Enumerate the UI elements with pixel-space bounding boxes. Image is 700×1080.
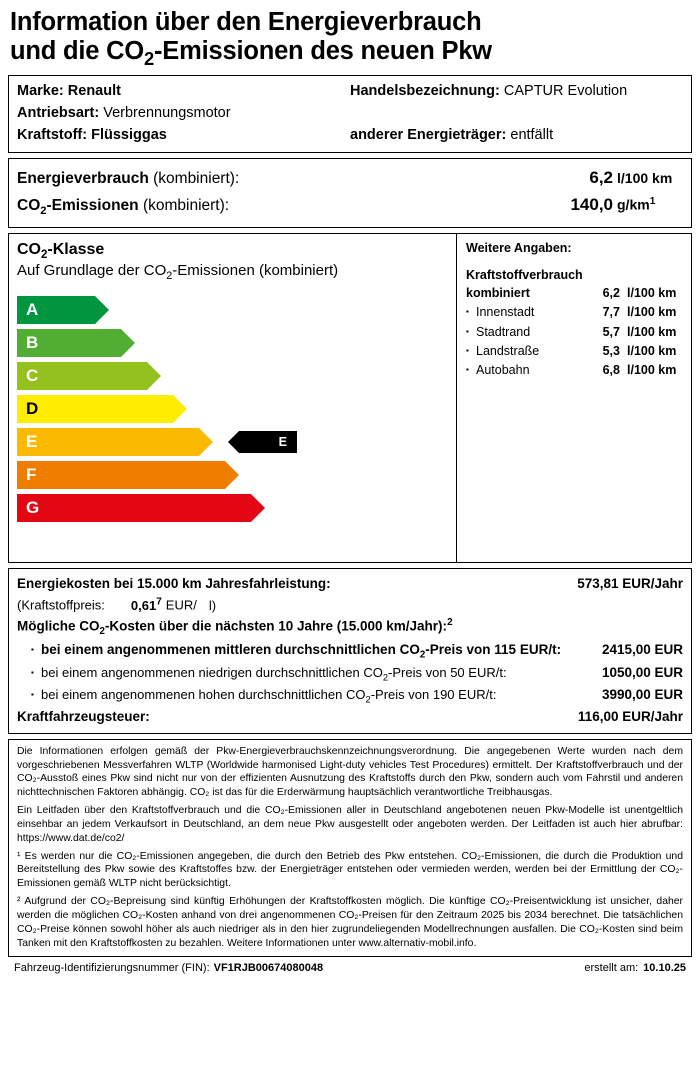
selected-class-marker: E bbox=[239, 431, 297, 453]
vehicle-tax-label: Kraftfahrzeugsteuer: bbox=[17, 708, 150, 724]
energy-cost-label: Energiekosten bei 15.000 km Jahresfahrleistung: bbox=[17, 576, 331, 592]
co2-class-bars bbox=[17, 296, 448, 527]
co2-subscript: 2 bbox=[40, 204, 47, 217]
class-bar-row bbox=[17, 296, 448, 329]
vehicle-info-box bbox=[8, 75, 692, 153]
bullet-icon bbox=[31, 640, 41, 660]
costs-box bbox=[8, 568, 692, 734]
vehicle-row-1 bbox=[17, 81, 683, 103]
created-date-value: 10.10.25 bbox=[643, 962, 686, 975]
fuel-row-label: ▪Autobahn bbox=[466, 361, 586, 380]
further-info-heading: Weitere Angaben: bbox=[466, 241, 572, 256]
marke-value: Renault bbox=[67, 83, 121, 100]
vehicle-tax-row bbox=[17, 707, 683, 727]
fuel-price-row bbox=[17, 594, 683, 615]
fuel-price-value: 0,61$^7$ bbox=[130, 596, 162, 613]
fin-value: VF1RJB00674080048 bbox=[213, 962, 324, 975]
created-date-label: erstellt am: bbox=[584, 962, 639, 975]
fuel-row-label: kombiniert bbox=[466, 285, 530, 300]
fuel-row-unit: l/100 km bbox=[627, 305, 677, 320]
fuel-row-value: 6,8 bbox=[602, 363, 620, 378]
bullet-icon bbox=[31, 685, 41, 705]
kraftstoff-label: Kraftstoff: bbox=[17, 126, 88, 143]
antriebsart-field bbox=[17, 103, 350, 125]
co2-cost-value: 2415,00 EUR bbox=[601, 642, 683, 658]
energieverbrauch-label: Energieverbrauch (kombiniert): bbox=[17, 170, 240, 188]
co2-emissionen-label: $CO_2$-Emissionen (kombiniert): bbox=[17, 196, 230, 217]
class-bar-row bbox=[17, 494, 448, 527]
fuel-row-unit: l/100 km bbox=[627, 343, 677, 358]
fuel-row-stadtrand bbox=[466, 323, 683, 342]
fuel-price-unit2: l) bbox=[208, 597, 217, 613]
fuel-row-label: ▪Innenstadt bbox=[466, 303, 586, 322]
fuel-row-value: 7,7 bbox=[602, 305, 620, 320]
fuel-row-unit: l/100 km bbox=[627, 285, 677, 300]
co2-emissionen-row bbox=[17, 192, 683, 220]
co2-cost-row-niedrig bbox=[17, 663, 683, 685]
co2-subscript: 2 bbox=[419, 649, 426, 661]
class-bar-row bbox=[17, 329, 448, 362]
fuel-row-autobahn bbox=[466, 361, 683, 380]
kraftstoff-value: Flüssiggas bbox=[91, 126, 167, 143]
fuel-row-landstrasse bbox=[466, 342, 683, 361]
class-bar-e: E bbox=[17, 428, 199, 456]
anderer-energietraeger-field bbox=[350, 125, 683, 147]
co2-cost-row-hoch bbox=[17, 685, 683, 707]
co2-subscript: 2 bbox=[99, 626, 105, 638]
document-footer bbox=[8, 957, 692, 974]
handelsbezeichnung-field bbox=[350, 81, 683, 103]
energy-cost-row bbox=[17, 574, 683, 594]
energieverbrauch-unit: l/100 km bbox=[617, 170, 673, 187]
fuel-row-value: 5,7 bbox=[602, 324, 620, 339]
class-bar-b: B bbox=[17, 329, 121, 357]
co2-subscript: 2 bbox=[41, 249, 48, 262]
page-title-line1: Information über den Energieverbrauch bbox=[10, 8, 482, 36]
footnote-marker-1: 1 bbox=[649, 196, 656, 208]
co2-class-scale-panel bbox=[9, 234, 457, 562]
vehicle-row-3 bbox=[17, 125, 683, 147]
fuel-row-kombiniert bbox=[466, 284, 683, 303]
class-bar-d: D bbox=[17, 395, 173, 423]
legal-paragraph-2: Ein Leitfaden über den Kraftstoffverbrauch und die CO₂-Emissionen aller in Deutschland angebotenen neuen Pkw-Modelle ist unentgeltlich einsehbar an jedem Verkaufsort in Deutschland, an dem neue Pkw ausgestellt oder angeboten werden. Der Leitfaden ist auch hier abrufbar: https://www.dat.de/co2/ bbox=[17, 805, 683, 844]
class-bar-g: G bbox=[17, 494, 251, 522]
handelsbezeichnung-value: CAPTUR Evolution bbox=[503, 83, 628, 100]
co2-cost-row-mittel bbox=[17, 640, 683, 663]
co2-emissionen-unit: $g/km^1$ bbox=[617, 196, 656, 213]
class-bar-row bbox=[17, 461, 448, 494]
page-title bbox=[10, 8, 692, 69]
fuel-price-unit: EUR/ bbox=[165, 597, 197, 613]
class-bar-a: A bbox=[17, 296, 95, 324]
fin-label: Fahrzeug-Identifizierungsnummer (FIN): bbox=[14, 962, 210, 975]
antriebsart-value: Verbrennungsmotor bbox=[103, 104, 231, 121]
co2-subscript: 2 bbox=[144, 47, 155, 69]
co2-costs-heading: Mögliche $CO_2$-Kosten über die nächsten 10 Jahre (15.000 km/Jahr):$^2$ bbox=[17, 617, 453, 638]
energy-cost-value: 573,81 EUR/Jahr bbox=[577, 576, 683, 592]
fuel-row-innenstadt bbox=[466, 303, 683, 322]
energieverbrauch-row bbox=[17, 165, 683, 191]
fuel-row-unit: l/100 km bbox=[627, 363, 677, 378]
anderer-energietraeger-label: anderer Energieträger: bbox=[350, 126, 507, 143]
footnote-marker-7: 7 bbox=[156, 596, 162, 608]
fuel-consumption-heading: Kraftstoffverbrauch bbox=[466, 268, 583, 283]
co2-cost-value: 3990,00 EUR bbox=[601, 686, 683, 702]
fuel-row-label: ▪Landstraße bbox=[466, 342, 586, 361]
co2-class-box bbox=[8, 233, 692, 563]
anderer-energietraeger-value: entfällt bbox=[510, 126, 554, 143]
co2-cost-value: 1050,00 EUR bbox=[601, 665, 683, 681]
antriebsart-label: Antriebsart: bbox=[17, 104, 100, 121]
fuel-row-label: ▪Stadtrand bbox=[466, 323, 586, 342]
bullet-icon bbox=[466, 303, 476, 322]
marke-label: Marke: bbox=[17, 83, 64, 100]
class-bar-row bbox=[17, 428, 448, 461]
fuel-price-label: (Kraftstoffpreis: bbox=[17, 597, 105, 613]
bullet-icon bbox=[31, 663, 41, 683]
energieverbrauch-value: 6,2 bbox=[589, 168, 613, 188]
class-bar-row bbox=[17, 395, 448, 428]
co2-cost-label: ▪bei einem angenommenen hohen durchschnittlichen $CO_2$-Preis von 190 EUR/t: bbox=[31, 685, 602, 707]
footnote-marker-2: 2 bbox=[447, 617, 453, 629]
bullet-icon bbox=[466, 342, 476, 361]
marke-field bbox=[17, 81, 350, 103]
consumption-box bbox=[8, 158, 692, 228]
co2-subscript: 2 bbox=[166, 270, 173, 283]
co2-emissionen-value: 140,0 bbox=[570, 194, 613, 214]
co2-subscript: 2 bbox=[382, 672, 389, 683]
legal-footnote-1: ¹ Es werden nur die CO₂-Emissionen angegeben, die durch den Betrieb des Pkw entstehen. CO₂-Emissionen, die durch die Produktion und Bereitstellung des Pkw sowie des Kraftstoffes bzw. der Energieträger entstehen oder vermieden werden, werden bei der Ermittlung der CO₂-Emissionen gemäß WLTP nicht berücksichtigt. bbox=[17, 850, 683, 890]
further-info-panel bbox=[457, 234, 691, 562]
handelsbezeichnung-label: Handelsbezeichnung: bbox=[350, 83, 500, 100]
fuel-row-value: 6,2 bbox=[602, 285, 620, 300]
vehicle-row-2-spacer bbox=[350, 103, 683, 125]
kraftstoff-field bbox=[17, 125, 350, 147]
class-bar-c: C bbox=[17, 362, 147, 390]
co2-cost-label: ▪bei einem angenommenen mittleren durchschnittlichen $CO_2$-Preis von 115 EUR/t: bbox=[31, 640, 602, 663]
co2-class-heading: $CO_2$-Klasse bbox=[17, 241, 105, 262]
co2-cost-label: ▪bei einem angenommenen niedrigen durchschnittlichen $CO_2$-Preis von 50 EUR/t: bbox=[31, 663, 602, 685]
bullet-icon bbox=[466, 361, 476, 380]
class-bar-f: F bbox=[17, 461, 225, 489]
legal-paragraph-1: Die Informationen erfolgen gemäß der Pkw-Energieverbrauchskennzeichnungsverordnung. Die angegebenen Werte wurden nach dem vorgeschriebenen Messverfahren WLTP (Worldwide harmonised Light-duty vehicles Test Procedures) ermittelt. Der Kraftstoffverbrauch und der CO₂-Ausstoß eines Pkw sind nicht nur von der effizienten Ausnutzung des Kraftstoffs durch den Pkw, sondern auch vom Fahrstil und anderen nichttechnischen Faktoren abhängig. CO₂ ist das für die Erderwärmung hauptsächlich verantwortliche Treibhausgas. bbox=[17, 745, 683, 799]
co2-subscript: 2 bbox=[365, 694, 371, 705]
class-bar-row bbox=[17, 362, 448, 395]
co2-class-basis: Auf Grundlage der $CO_2$-Emissionen (kombiniert) bbox=[17, 262, 339, 283]
page-title-line2: und die $CO_2$-Emissionen des neuen Pkw bbox=[10, 36, 492, 69]
co2-costs-heading-row bbox=[17, 615, 683, 640]
legal-footnote-2: ² Aufgrund der CO₂-Bepreisung sind künftig Erhöhungen der Kraftstoffkosten möglich. Die künftige CO₂-Preisentwicklung ist unsicher, daher werden die möglichen CO₂-Kosten anhand von drei angenommenen CO₂-Preisen für den Zeitraum 2025 bis 2034 berechnet. Die tatsächlichen CO₂-Preise können sowohl höher als auch niedriger als in den hier zugrundeliegenden Modellrechnungen ausfallen. Die CO₂-Kosten sind beim Tanken mit den Kraftstoffkosten zu bezahlen. Weitere Informationen unter www.alternativ-mobil.info. bbox=[17, 896, 683, 949]
fuel-row-value: 5,3 bbox=[602, 343, 620, 358]
bullet-icon bbox=[466, 323, 476, 342]
vehicle-row-2 bbox=[17, 103, 683, 125]
vehicle-tax-value: 116,00 EUR/Jahr bbox=[577, 708, 683, 724]
legal-text-box bbox=[8, 739, 692, 958]
fuel-row-unit: l/100 km bbox=[627, 324, 677, 339]
